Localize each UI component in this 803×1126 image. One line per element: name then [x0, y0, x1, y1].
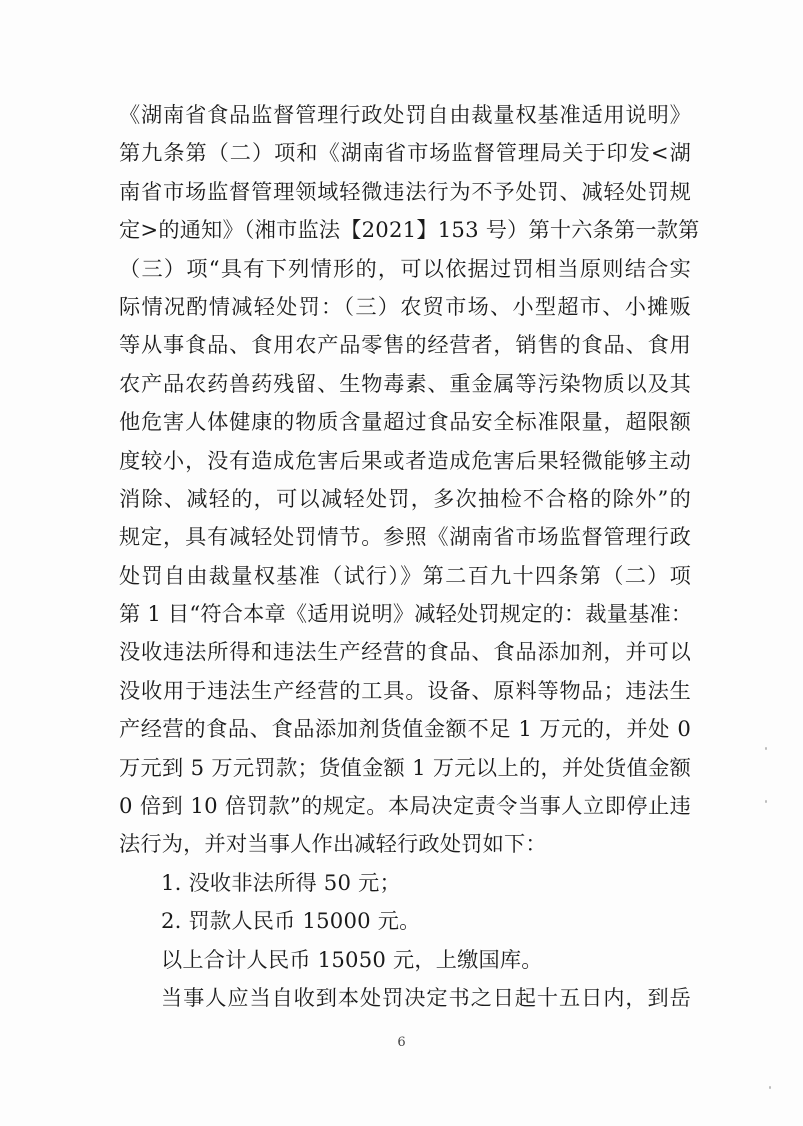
total-line: 以上合计人民币 15050 元，上缴国库。 — [161, 946, 543, 972]
text-line: 《湖南省食品监督管理行政处罚自由裁量权基准适用说明》 — [119, 102, 691, 127]
text-line: 万元到 5 万元罚款；货值金额 1 万元以上的，并处货值金额 — [119, 754, 691, 780]
text-line: 产经营的食品、食品添加剂货值金额不足 1 万元的，并处 0 — [119, 716, 691, 742]
text-line: 消除、减轻的，可以减轻处罚，多次抽检不合格的除外”的 — [119, 485, 691, 511]
text-line: 定>的通知》（湘市监法【2021】153 号）第十六条第一款第 — [119, 217, 700, 243]
document-body — [119, 96, 700, 1017]
text-line: （三）项“具有下列情形的，可以依据过罚相当原则结合实 — [119, 255, 691, 281]
text-line: 农产品农药兽药残留、生物毒素、重金属等污染物质以及其 — [119, 370, 691, 396]
scan-speck — [769, 1086, 771, 1089]
text-line: 际情况酌情减轻处罚：（三）农贸市场、小型超市、小摊贩 — [119, 293, 691, 319]
text-line: 第九条第（二）项和《湖南省市场监督管理局关于印发<湖 — [119, 140, 691, 166]
text-line: 当事人应当自收到本处罚决定书之日起十五日内，到岳 — [161, 984, 691, 1010]
text-line: 0 倍到 10 倍罚款”的规定。本局决定责令当事人立即停止违 — [119, 793, 691, 819]
text-line: 南省市场监督管理领域轻微违法行为不予处罚、减轻处罚规 — [119, 178, 691, 204]
scan-speck — [765, 747, 767, 750]
text-line: 法行为，并对当事人作出减轻行政处罚如下： — [119, 831, 547, 857]
penalty-item: 1. 没收非法所得 50 元； — [161, 869, 401, 895]
text-line: 他危害人体健康的物质含量超过食品安全标准限量，超限额 — [119, 409, 691, 435]
text-line: 没收用于违法生产经营的工具。设备、原料等物品；违法生 — [119, 677, 691, 703]
text-line: 处罚自由裁量权基准（试行）》第二百九十四条第（二）项 — [119, 562, 691, 588]
text-line: 没收违法所得和违法生产经营的食品、食品添加剂，并可以 — [119, 639, 691, 665]
text-line: 规定，具有减轻处罚情节。参照《湖南省市场监督管理行政 — [119, 524, 691, 550]
text-line: 等从事食品、食用农产品零售的经营者，销售的食品、食用 — [119, 332, 691, 358]
page-number: 6 — [397, 1035, 406, 1050]
text-line: 度较小，没有造成危害后果或者造成危害后果轻微能够主动 — [119, 447, 691, 473]
penalty-item: 2. 罚款人民币 15000 元。 — [161, 908, 421, 934]
scan-speck — [765, 800, 767, 803]
text-line: 第 1 目“符合本章《适用说明》减轻处罚规定的：裁量基准： — [119, 601, 693, 627]
